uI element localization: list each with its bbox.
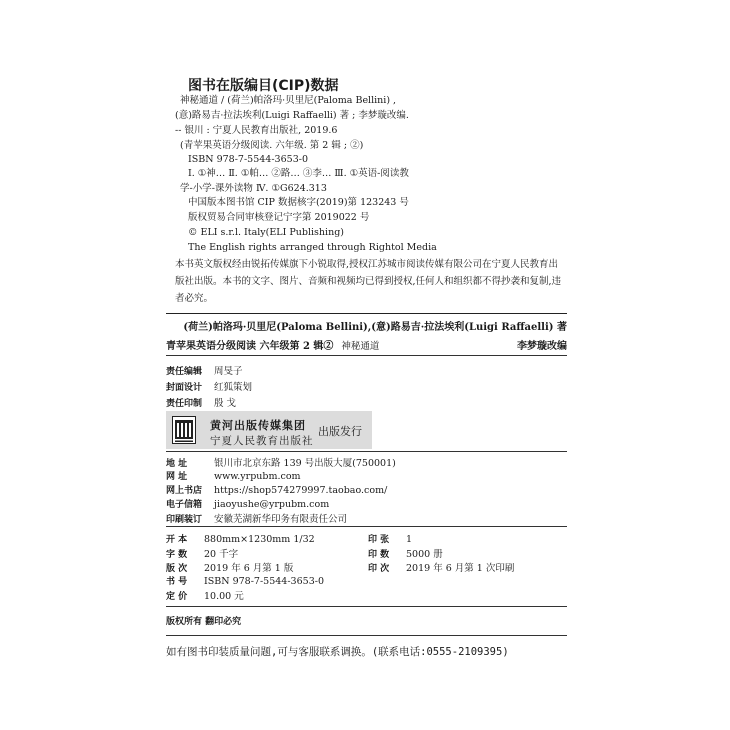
spec-row [368,560,514,574]
address-value: 安徽芜湖新华印务有限责任公司 [214,514,348,525]
address-label: 网 址 [166,472,188,482]
address-row [166,483,387,496]
address-value: 银川市北京东路 139 号出版大厦(750001) [214,458,396,469]
spec-label: 印 次 [368,564,390,574]
spec-row [166,532,315,545]
divider [166,526,567,527]
role-row [166,379,252,393]
spec-value: 880mm×1230mm 1/32 [204,534,315,545]
divider [166,313,567,314]
spec-label: 书 号 [166,577,188,587]
role-value: 殷 戈 [214,398,237,409]
adapter-credit: 李梦璇改编 [517,341,567,352]
spec-value: 5000 册 [406,549,443,560]
divider [166,635,567,636]
cip-line: (意)路易吉·拉法埃利(Luigi Raffaelli) 著 ; 李梦璇改编. [175,110,409,121]
address-label: 电子信箱 [166,500,203,510]
address-value: jiaoyushe@yrpubm.com [214,499,330,510]
spec-row [166,588,244,602]
spec-value: 2019 年 6 月第 1 版 [204,563,294,574]
publisher-logo-icon [172,416,196,444]
cip-line: ISBN 978-7-5544-3653-0 [188,154,308,165]
address-value: www.yrpubm.com [214,471,301,482]
cip-line: The English rights arranged through Rightol Media [188,242,437,253]
divider [166,606,567,607]
spec-value: ISBN 978-7-5544-3653-0 [204,576,324,587]
spec-label: 印 张 [368,535,390,545]
rights-statement: 版权所有 翻印必究 [166,617,242,627]
publisher-box [166,411,372,449]
publisher-name: 宁夏人民教育出版社 [210,435,314,447]
publisher-role: 出版发行 [318,425,362,438]
address-row [166,469,301,482]
role-value: 红狐策划 [214,382,253,393]
spec-row [368,546,443,560]
spec-value: 20 千字 [204,549,239,560]
address-value: https://shop574279997.taobao.com/ [214,485,388,496]
cip-line: 版权贸易合同审核登记宁字第 2019022 号 [188,212,370,223]
address-row [166,511,347,525]
license-notice: 本书英文版权经由锐拓传媒旗下小锐取得,授权江苏城市阅读传媒有限公司在宁夏人民教育出版社出版。本书的文字、图片、音频和视频均已得到授权,任何人和组织都不得抄袭和复制,违者必究。 [175,259,562,304]
role-value: 周旻子 [214,366,243,377]
series-name: 青苹果英语分级阅读 六年级第 2 辑② [166,341,334,352]
spec-label: 定 价 [166,592,188,602]
book-title: 神秘通道 [341,341,380,352]
spec-value: 1 [406,534,413,545]
author-credit: (荷兰)帕洛玛·贝里尼(Paloma Bellini),(意)路易吉·拉法埃利(Luigi Raffaelli) 著 [183,322,567,333]
publisher-group: 黄河出版传媒集团 [210,419,306,432]
address-row [166,497,329,510]
cip-line: 学-小学-课外读物 Ⅳ. ①G624.313 [180,183,327,194]
series-credit [166,337,379,352]
role-row [166,395,236,409]
role-row [166,363,243,377]
spec-row [166,560,293,574]
quality-note: 如有图书印装质量问题,可与客服联系调换。(联系电话:0555-2109395) [166,646,509,658]
address-label: 地 址 [166,459,188,469]
spec-row [166,546,238,560]
address-row [166,455,396,469]
cip-line: -- 银川 : 宁夏人民教育出版社, 2019.6 [175,125,338,136]
spec-value: 10.00 元 [204,591,244,602]
spec-row [166,574,324,587]
cip-line: © ELI s.r.l. Italy(ELI Publishing) [188,227,344,238]
cip-line: 神秘通道 / (荷兰)帕洛玛·贝里尼(Paloma Bellini) , [180,95,397,106]
spec-value: 2019 年 6 月第 1 次印刷 [406,563,515,574]
spec-label: 开 本 [166,535,188,545]
spec-label: 字 数 [166,550,188,560]
cip-line: (青苹果英语分级阅读. 六年级. 第 2 辑 ; ②) [180,140,364,151]
spec-label: 印 数 [368,550,390,560]
role-label: 封面设计 [166,383,203,393]
address-label: 网上书店 [166,486,203,496]
role-label: 责任编辑 [166,367,203,377]
divider [166,451,567,452]
cip-title: 图书在版编目(CIP)数据 [188,78,339,94]
address-label: 印刷装订 [166,515,203,525]
divider [166,355,567,356]
spec-label: 版 次 [166,564,188,574]
role-label: 责任印制 [166,399,203,409]
spec-row [368,532,412,545]
cip-line: 中国版本图书馆 CIP 数据核字(2019)第 123243 号 [188,197,409,208]
cip-line: Ⅰ. ①神… Ⅱ. ①帕… ②路… ③李… Ⅲ. ①英语-阅读教 [188,168,409,179]
